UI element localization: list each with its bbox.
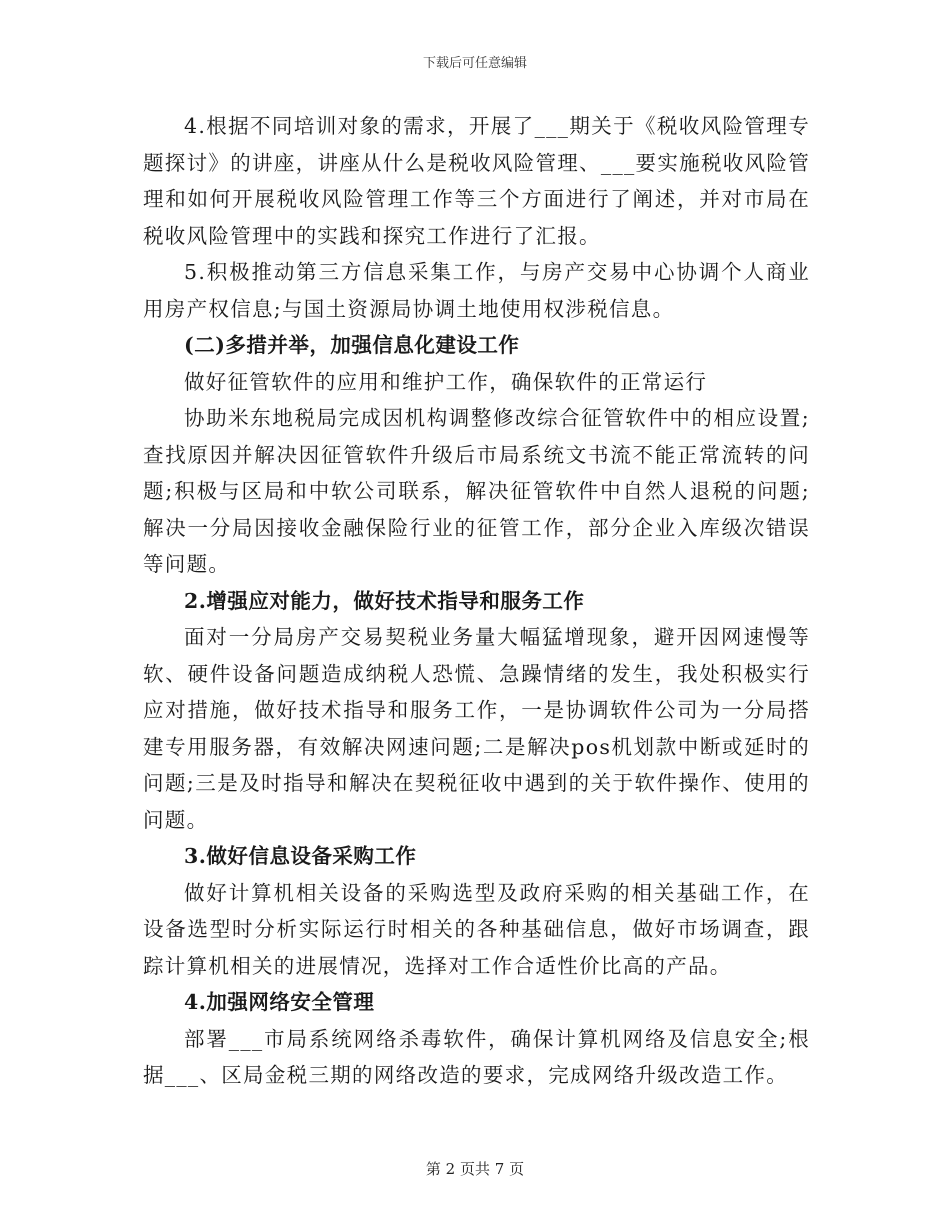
paragraph-software-tasks: 协助米东地税局完成因机构调整修改综合征管软件中的相应设置;查找原因并解决因征管软件升级后市局系统文书流不能正常流转的问题;积极与区局和中软公司联系，解决征管软件中自然人退税的问题;解决一分局因接收金融保险行业的征管工作，部分企业入库级次错误等问题。 <box>143 406 810 576</box>
paragraph-tech-guidance: 面对一分局房产交易契税业务量大幅猛增现象，避开因网速慢等软、硬件设备问题造成纳税人恐慌、急躁情绪的发生，我处积极实行应对措施，做好技术指导和服务工作，一是协调软件公司为一分局搭建专用服务器，有效解决网速问题;二是解决pos机划款中断或延时的问题;三是及时指导和解决在契税征收中遇到的关于软件操作、使用的问题。 <box>143 625 810 832</box>
subheading-procurement: 3.做好信息设备采购工作 <box>184 844 417 868</box>
document-body <box>143 108 810 1094</box>
section-heading-2: (二)多措并举，加强信息化建设工作 <box>184 333 520 357</box>
subheading-tech-guidance: 2.增强应对能力，做好技术指导和服务工作 <box>184 588 585 613</box>
page-footer: 第 2 页共 7 页 <box>425 1160 525 1178</box>
paragraph-item5-third-party: 5.积极推动第三方信息采集工作，与房产交易中心协调个人商业用房产权信息;与国土资源局协调土地使用权涉税信息。 <box>143 260 810 321</box>
paragraph-procurement: 做好计算机相关设备的采购选型及政府采购的相关基础工作，在设备选型时分析实际运行时相关的各种基础信息，做好市场调查，跟踪计算机相关的进展情况，选择对工作合适性价比高的产品。 <box>143 880 810 978</box>
paragraph-item4-training: 4.根据不同培训对象的需求，开展了___期关于《税收风险管理专题探讨》的讲座，讲座从什么是税收风险管理、___要实施税收风险管理和如何开展税收风险管理工作等三个方面进行了阐述，并对市局在税收风险管理中的实践和探究工作进行了汇报。 <box>143 114 810 248</box>
paragraph-software-maintenance: 做好征管软件的应用和维护工作，确保软件的正常运行 <box>184 369 708 394</box>
paragraph-network-security: 部署___市局系统网络杀毒软件，确保计算机网络及信息安全;根据___、区局金税三期的网络改造的要求，完成网络升级改造工作。 <box>143 1026 810 1087</box>
page-header: 下载后可任意编辑 <box>422 56 527 71</box>
subheading-network-security: 4.加强网络安全管理 <box>184 990 375 1014</box>
